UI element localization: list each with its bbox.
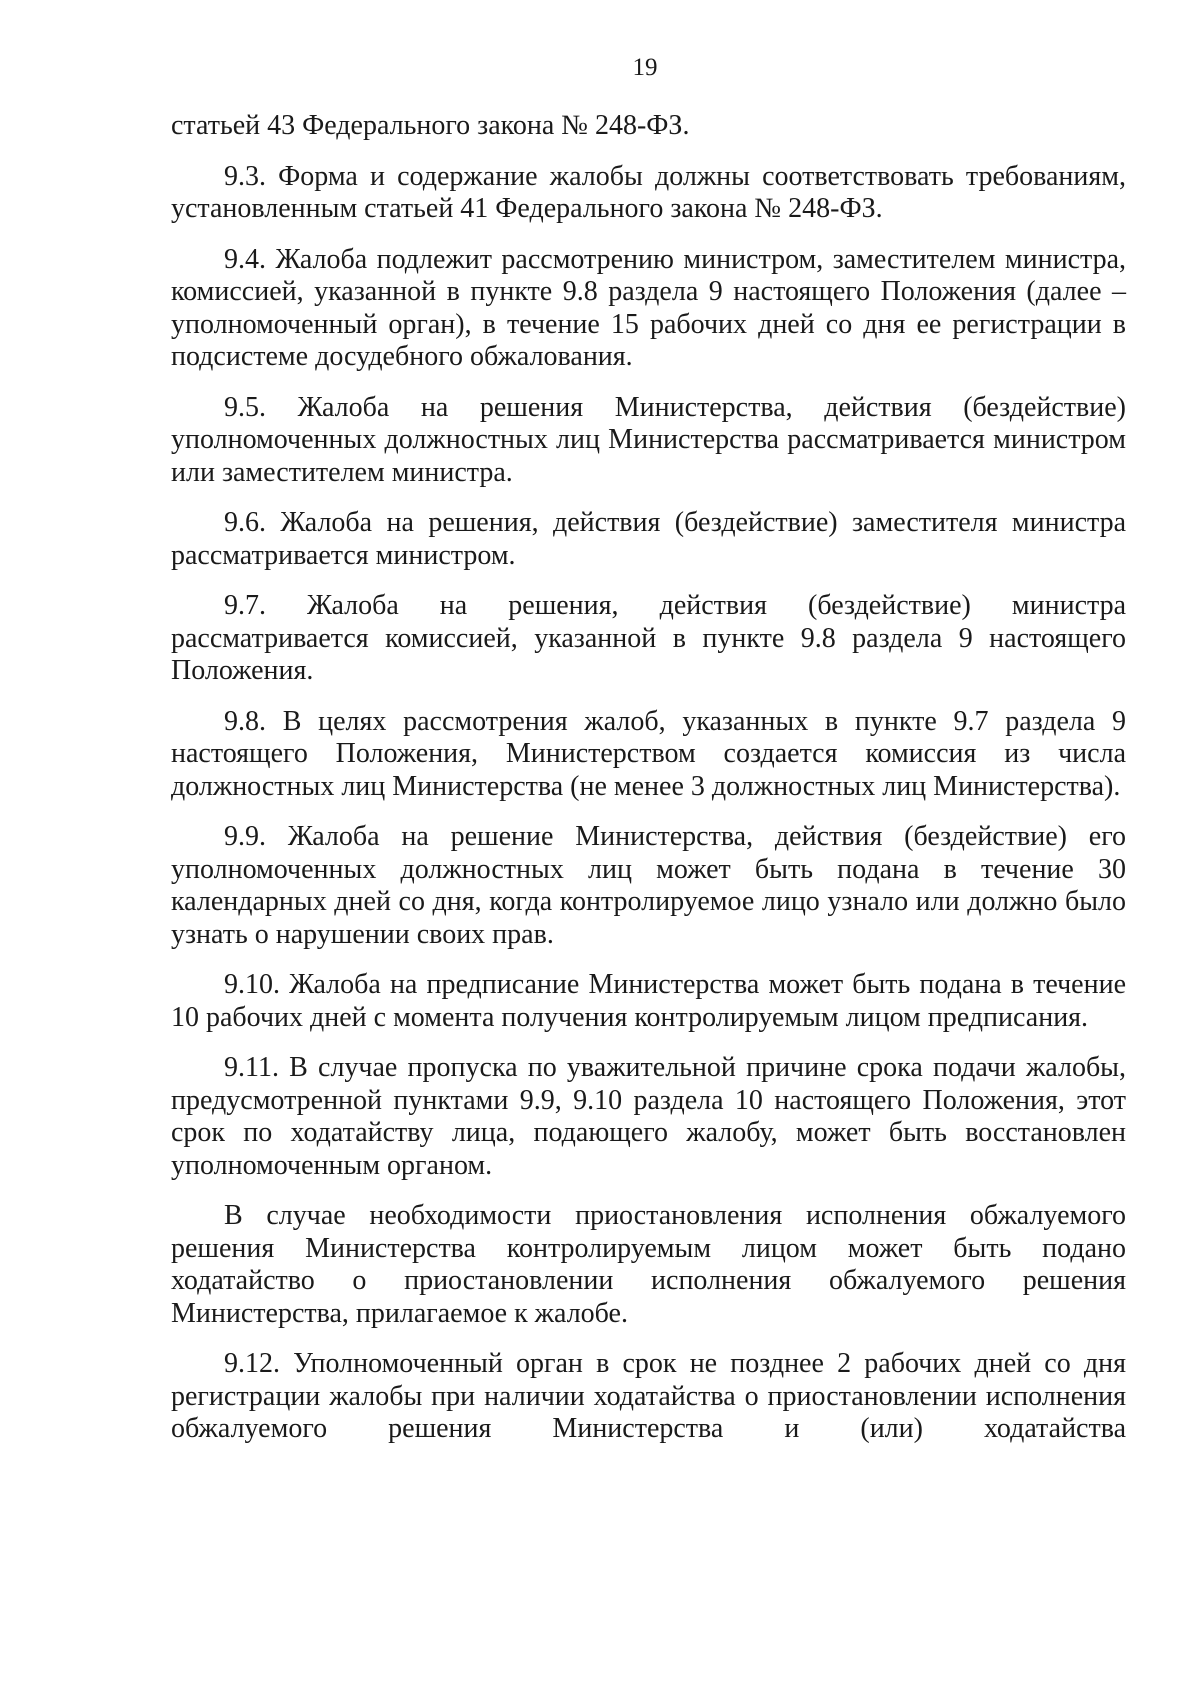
paragraph-9-10: 9.10. Жалоба на предписание Министерства может быть подана в течение 10 рабочих дней с момента получения контролируемым лицом предписания.	[171, 969, 1126, 1033]
paragraph-9-6: 9.6. Жалоба на решения, действия (бездействие) заместителя министра рассматривается министром.	[171, 507, 1126, 571]
paragraph-9-7: 9.7. Жалоба на решения, действия (бездействие) министра рассматривается комиссией, указанной в пункте 9.8 раздела 9 настоящего Положения.	[171, 590, 1126, 686]
document-body	[171, 110, 1126, 1464]
paragraph-9-3: 9.3. Форма и содержание жалобы должны соответствовать требованиям, установленным статьей 41 Федерального закона № 248-ФЗ.	[171, 160, 1126, 224]
paragraph-continuation: статьей 43 Федерального закона № 248-ФЗ.	[171, 110, 690, 141]
paragraph-9-12: 9.12. Уполномоченный орган в срок не позднее 2 рабочих дней со дня регистрации жалобы при наличии ходатайства о приостановлении исполнения обжалуемого решения Министерства и (или) ходатайства	[171, 1348, 1126, 1444]
paragraph-9-4: 9.4. Жалоба подлежит рассмотрению министром, заместителем министра, комиссией, указанной в пункте 9.8 раздела 9 настоящего Положения (далее – уполномоченный орган), в течение 15 рабочих дней со дня ее регистрации в подсистеме досудебного обжалования.	[171, 243, 1126, 372]
paragraph-9-11: 9.11. В случае пропуска по уважительной причине срока подачи жалобы, предусмотренной пунктами 9.9, 9.10 раздела 10 настоящего Положения, этот срок по ходатайству лица, подающего жалобу, может быть восстановлен уполномоченным органом.	[171, 1052, 1126, 1181]
paragraph-9-9: 9.9. Жалоба на решение Министерства, действия (бездействие) его уполномоченных должностных лиц может быть подана в течение 30 календарных дней со дня, когда контролируемое лицо узнало или должно было узнать о нарушении своих прав.	[171, 821, 1126, 950]
page-number: 19	[632, 54, 658, 81]
paragraph-9-5: 9.5. Жалоба на решения Министерства, действия (бездействие) уполномоченных должностных лиц Министерства рассматривается министром или заместителем министра.	[171, 391, 1126, 488]
paragraph-suspension-request: В случае необходимости приостановления исполнения обжалуемого решения Министерства контролируемым лицом может быть подано ходатайство о приостановлении исполнения обжалуемого решения Министерства, прилагаемое к жалобе.	[171, 1200, 1126, 1329]
paragraph-9-8: 9.8. В целях рассмотрения жалоб, указанных в пункте 9.7 раздела 9 настоящего Положения, Министерством создается комиссия из числа должностных лиц Министерства (не менее 3 должностных лиц Министерства).	[171, 705, 1126, 802]
